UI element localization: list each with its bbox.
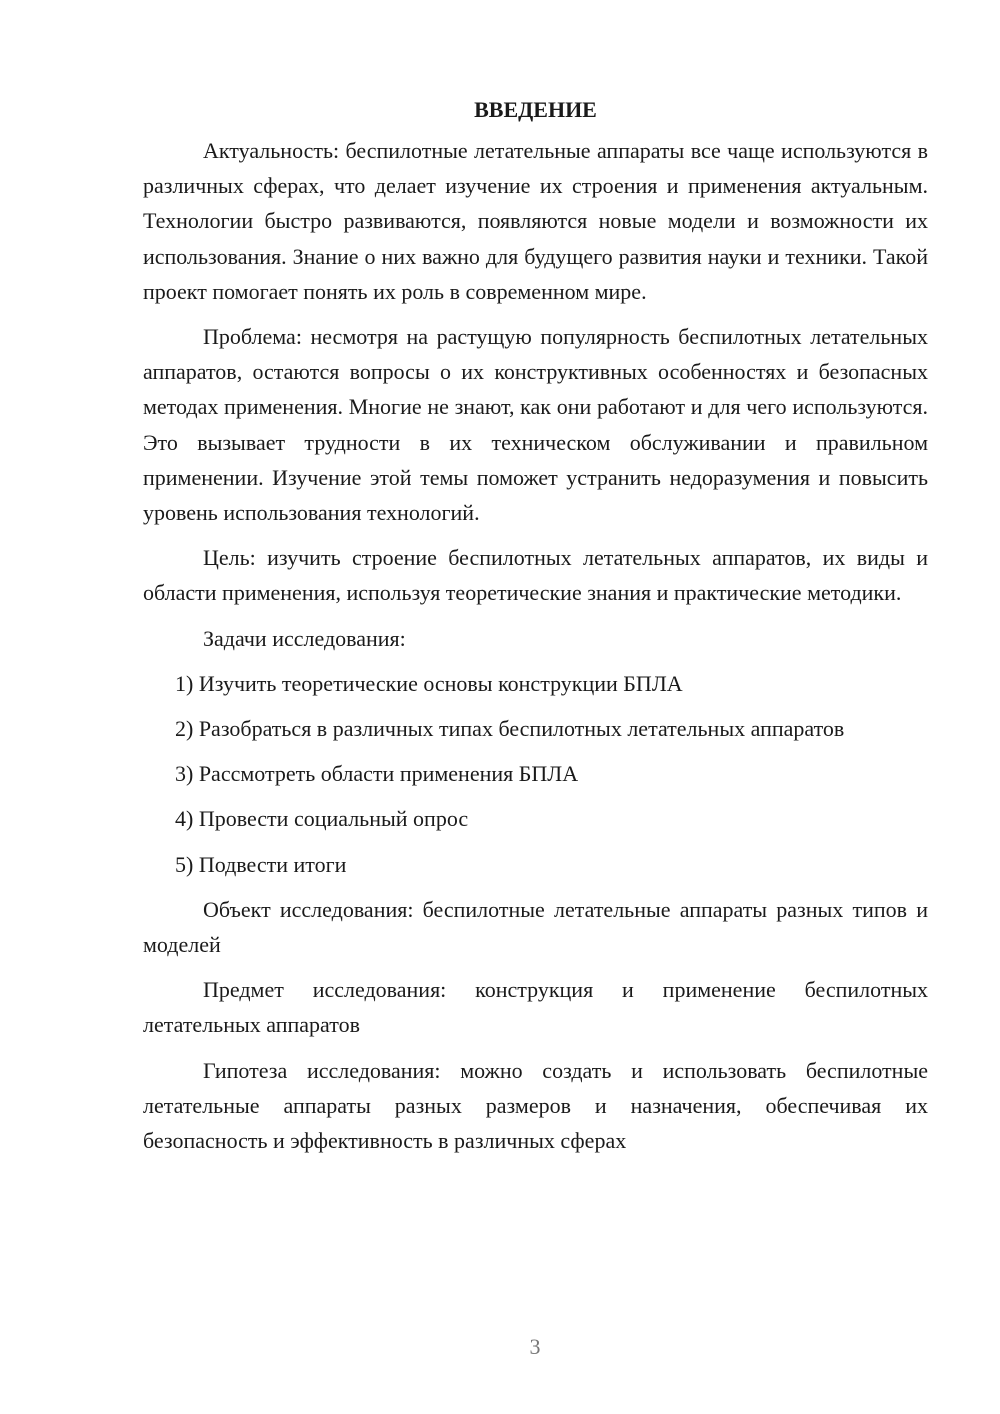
- paragraph-hypothesis: Гипотеза исследования: можно создать и использовать беспилотные летательные аппараты разных размеров и назначения, обеспечивая их безопасность и эффективность в различных сферах: [143, 1057, 928, 1154]
- page-number: 3: [529, 1334, 541, 1359]
- paragraph-problem: Проблема: несмотря на растущую популярность беспилотных летательных аппаратов, остаются вопросы о их конструктивных особенностях и безопасных методах применения. Многие не знают, как они работают и для чего используются. Это вызывает трудности в их техническом обслуживании и правильном применении. Изучение этой темы поможет устранить недоразумения и повысить уровень использования технологий.: [143, 324, 928, 526]
- paragraph-subject: Предмет исследования: конструкция и применение беспилотных летательных аппаратов: [143, 977, 928, 1038]
- section-title: ВВЕДЕНИЕ: [474, 97, 597, 122]
- document-page: [143, 92, 928, 1168]
- task-item-1: 1) Изучить теоретические основы конструкции БПЛА: [175, 670, 683, 696]
- task-item-4: 4) Провести социальный опрос: [175, 806, 469, 832]
- task-item-2: 2) Разобраться в различных типах беспилотных летательных аппаратов: [175, 716, 845, 742]
- paragraph-goal: Цель: изучить строение беспилотных летательных аппаратов, их виды и области применения, используя теоретические знания и практические методики.: [143, 545, 928, 606]
- paragraph-object: Объект исследования: беспилотные летательные аппараты разных типов и моделей: [143, 896, 928, 958]
- tasks-heading: Задачи исследования:: [203, 625, 406, 651]
- paragraph-relevance: Актуальность: беспилотные летательные аппараты все чаще используются в различных сферах, что делает изучение их строения и применения актуальным. Технологии быстро развиваются, появляются новые модели и возможности их использования. Знание о них важно для будущего развития науки и техники. Такой проект помогает понять их роль в современном мире.: [143, 138, 928, 304]
- task-item-3: 3) Рассмотреть области применения БПЛА: [175, 761, 579, 787]
- task-item-5: 5) Подвести итоги: [175, 851, 347, 877]
